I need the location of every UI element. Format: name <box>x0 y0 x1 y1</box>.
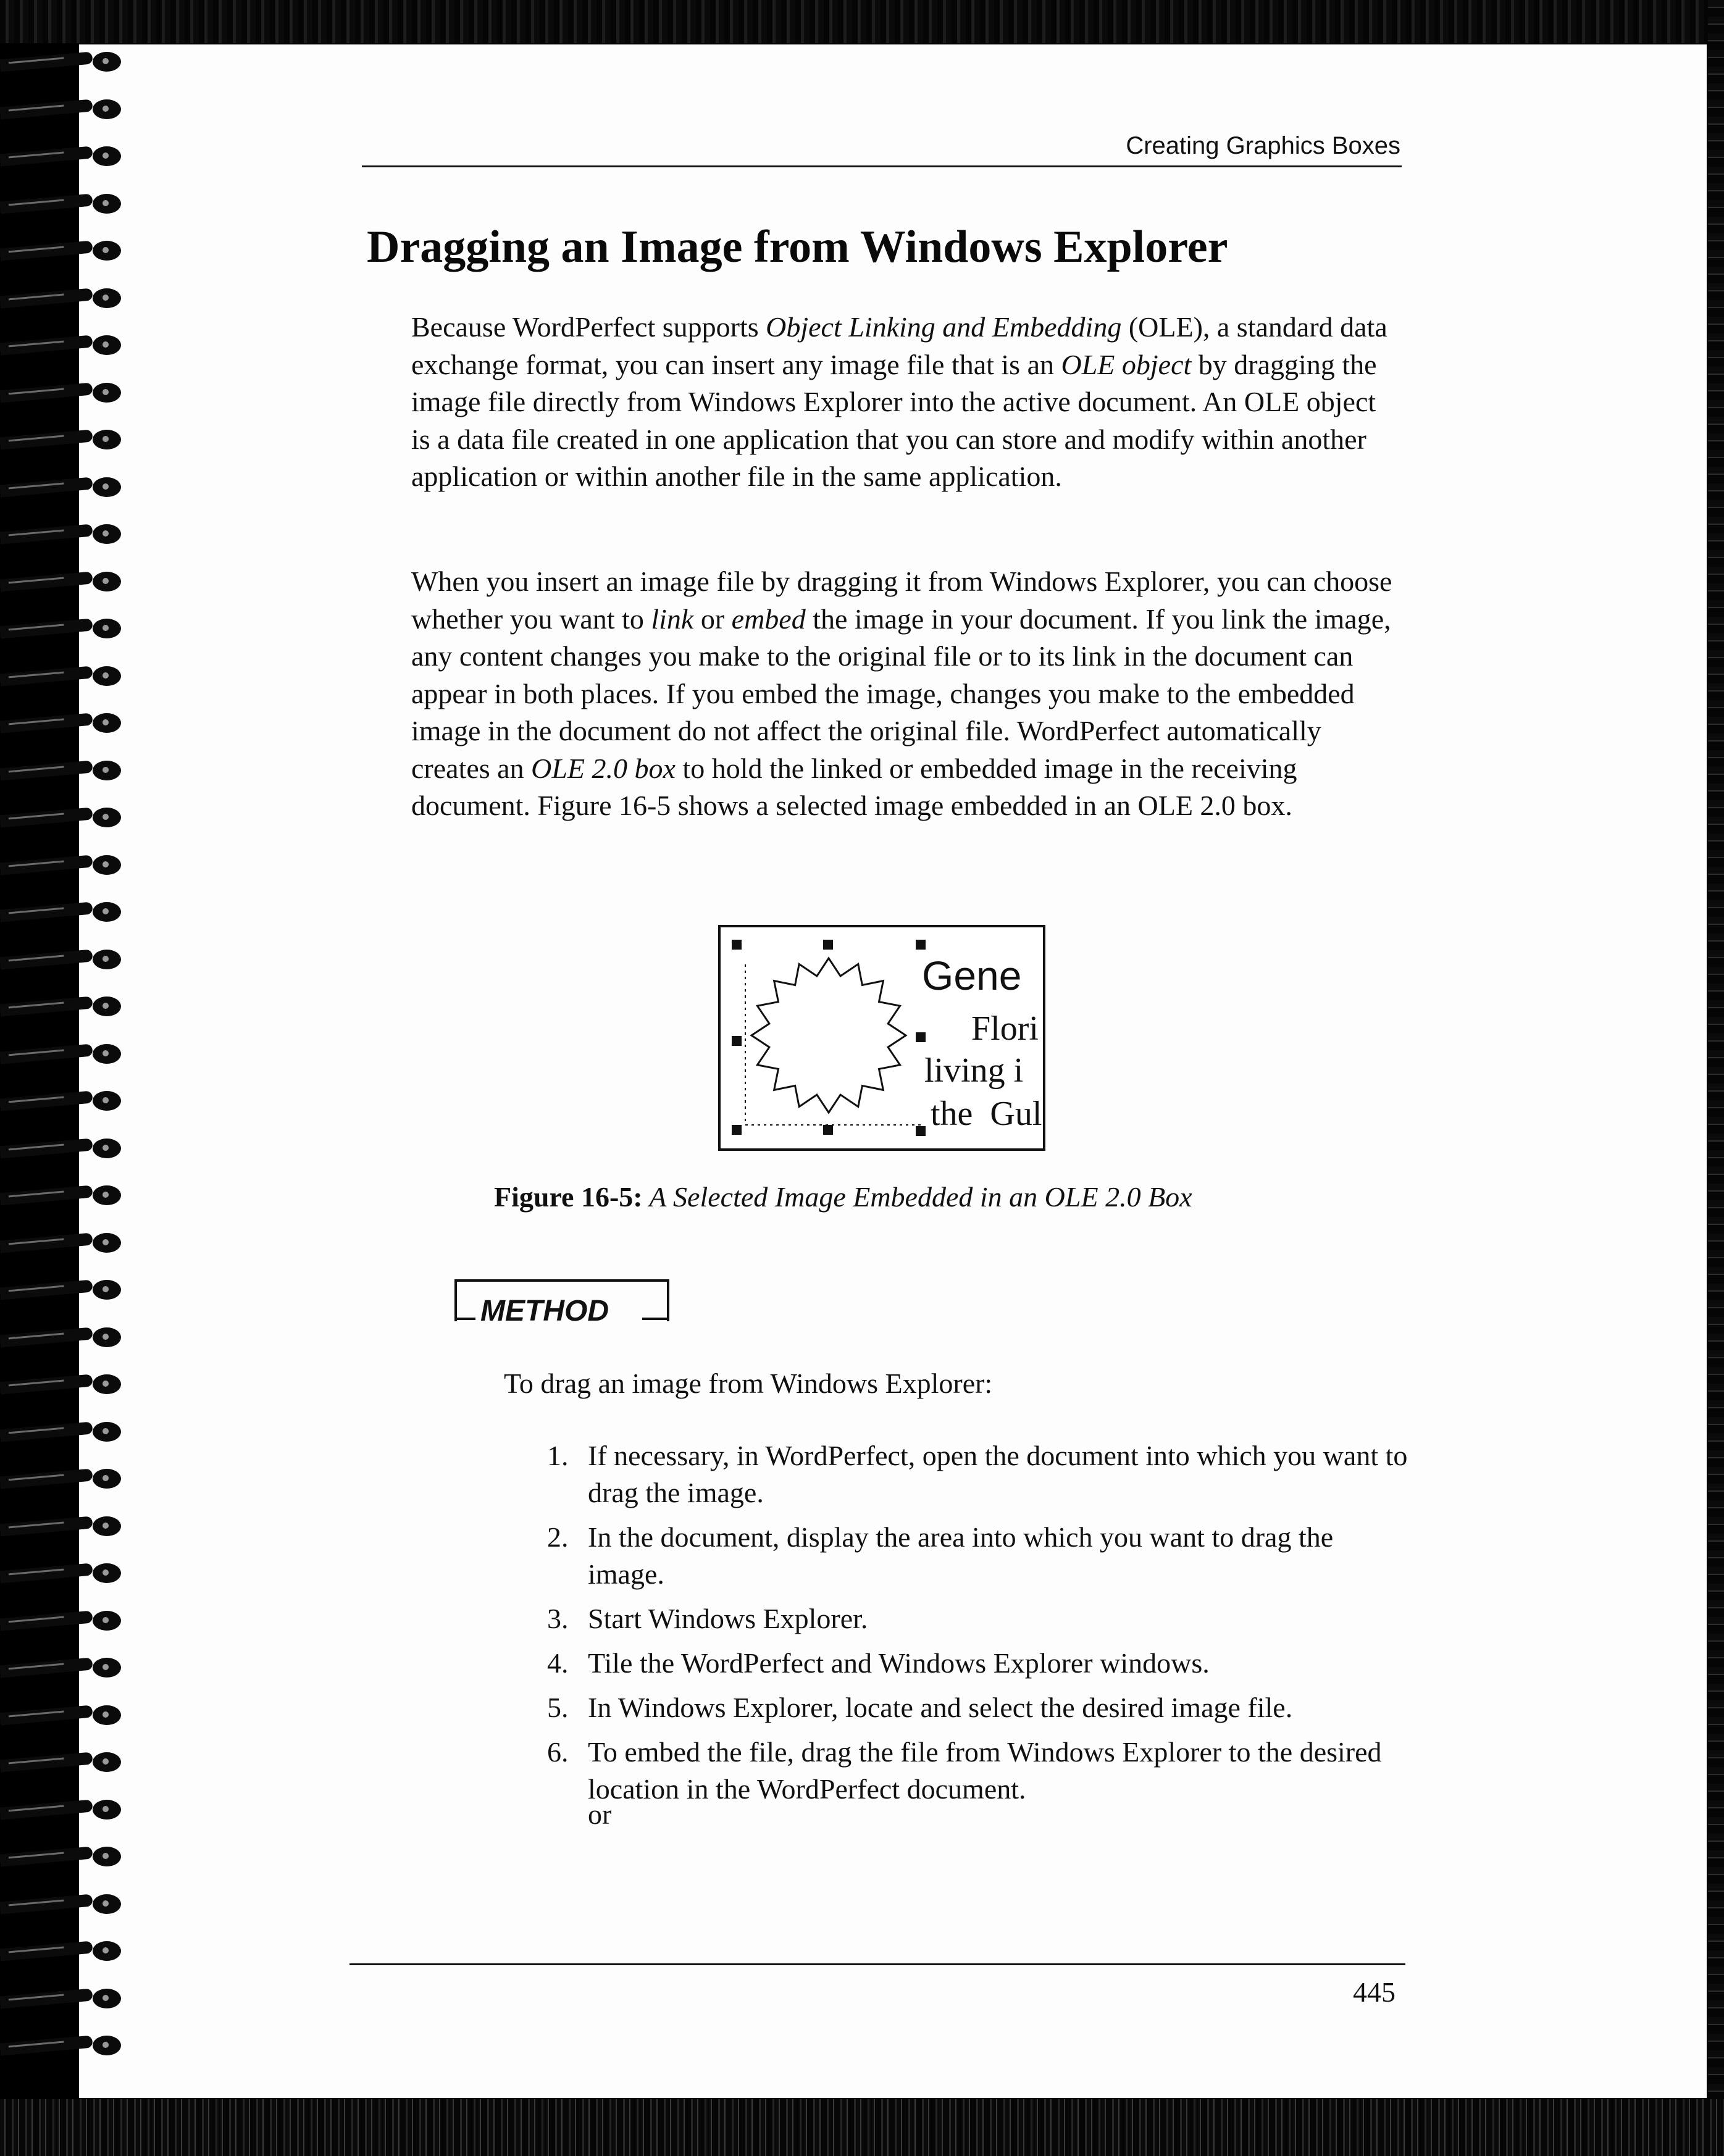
binding-coil <box>0 664 131 688</box>
figure-word-the-gul <box>931 1094 1042 1134</box>
step-number: 4. <box>547 1647 569 1679</box>
binding-coil <box>0 286 131 311</box>
p2-text-4: to hold the linked or embedded image in the receiving document. Figure 16-5 shows a selected image embedded in an OLE 2.0 box. <box>411 752 1297 821</box>
step-number: 3. <box>547 1603 569 1634</box>
binding-coil <box>0 758 131 783</box>
step-text: To embed the file, drag the file from Windows Explorer to the desired location in the WordPerfect document. <box>588 1736 1382 1805</box>
binding-coil <box>0 1892 131 1916</box>
binding-coil <box>0 1561 131 1586</box>
running-header: Creating Graphics Boxes <box>1126 132 1400 159</box>
step-text: Start Windows Explorer. <box>588 1603 868 1634</box>
binding-coil <box>0 49 131 74</box>
p2-italic-ole-box: OLE 2.0 box <box>531 752 676 784</box>
step-text: In the document, display the area into which you want to drag the image. <box>588 1521 1334 1590</box>
binding-coil <box>0 1088 131 1113</box>
binding-coil <box>0 1750 131 1774</box>
list-item <box>547 1600 1412 1637</box>
figure-word-gul: Gul <box>990 1095 1042 1133</box>
binding-coil <box>0 1466 131 1491</box>
binding-coil <box>0 522 131 546</box>
binding-coil <box>0 1183 131 1208</box>
binding-coil <box>0 1514 131 1539</box>
selection-handle-top-right <box>916 940 926 950</box>
p1-italic-ole: Object Linking and Embedding <box>766 311 1122 343</box>
step-text: In Windows Explorer, locate and select the desired image file. <box>588 1692 1293 1723</box>
binding-coil <box>0 805 131 830</box>
list-item <box>547 1437 1412 1511</box>
binding-coil <box>0 427 131 452</box>
binding-coil <box>0 711 131 735</box>
binding-coil <box>0 333 131 357</box>
binding-coil <box>0 947 131 972</box>
binding-coil <box>0 1986 131 2011</box>
p1-italic-ole-object: OLE object <box>1061 348 1192 380</box>
binding-coil <box>0 380 131 405</box>
binding-coil <box>0 1136 131 1161</box>
p2-italic-link: link <box>651 603 694 635</box>
list-item <box>547 1689 1412 1726</box>
binding-coil <box>0 144 131 169</box>
method-intro: To drag an image from Windows Explorer: <box>504 1368 993 1399</box>
step-number: 6. <box>547 1736 569 1768</box>
paragraph-link-embed <box>411 563 1393 825</box>
p2-text-1: When you insert an image file by dragging it from Windows Explorer, you can choose whether you want to <box>411 566 1392 635</box>
selection-handle-top-center <box>823 940 833 950</box>
binding-coil <box>0 97 131 122</box>
binding-coil <box>0 1939 131 1963</box>
binding-coil <box>0 569 131 594</box>
selection-handle-middle-left <box>732 1036 742 1046</box>
binding-coil <box>0 1608 131 1633</box>
spiral-binding <box>0 49 136 2081</box>
binding-coil <box>0 1372 131 1397</box>
scan-border-right <box>1708 0 1724 2156</box>
scan-border-top <box>0 0 1724 43</box>
list-item <box>547 1519 1412 1593</box>
step-text: If necessary, in WordPerfect, open the document into which you want to drag the image. <box>588 1440 1408 1508</box>
section-heading: Dragging an Image from Windows Explorer <box>367 222 1228 272</box>
binding-coil <box>0 1419 131 1444</box>
p1-text-3: by dragging the image file directly from Windows Explorer into the active document. An OLE object is a data file created in one application that you can store and modify within another application or within another file in the same application. <box>411 348 1377 492</box>
footer-rule <box>349 1963 1405 1965</box>
p1-text-1: Because WordPerfect supports <box>411 311 766 343</box>
figure-word-the: the <box>931 1095 973 1133</box>
p2-text-3: the image in your document. If you link the image, any content changes you make to the original file or to its link in the document can appear in both places. If you embed the image, changes you make to the embedded image in the document do not affect the original file. WordPerfect automatically creates an <box>411 603 1391 784</box>
p2-text-2: or <box>693 603 732 635</box>
method-dash-right <box>642 1318 667 1320</box>
binding-coil <box>0 1277 131 1302</box>
selection-handle-middle-right <box>916 1032 926 1042</box>
binding-coil <box>0 616 131 641</box>
step-number: 2. <box>547 1521 569 1553</box>
binding-coil <box>0 1042 131 1066</box>
figure-word-flori: Flori <box>971 1009 1039 1048</box>
selection-handle-top-left <box>732 940 742 950</box>
binding-coil <box>0 238 131 263</box>
selection-handle-bottom-center <box>823 1125 833 1135</box>
binding-coil <box>0 1844 131 1869</box>
method-label: METHOD <box>475 1294 614 1328</box>
p2-italic-embed: embed <box>731 603 806 635</box>
figure-caption <box>494 1180 1192 1213</box>
binding-coil <box>0 1325 131 1350</box>
caption-label: Figure 16-5: <box>494 1181 643 1213</box>
method-steps <box>547 1437 1412 1815</box>
binding-coil <box>0 1655 131 1680</box>
list-item <box>547 1734 1412 1808</box>
binding-coil <box>0 853 131 877</box>
p1-text-2: (OLE), a standard data exchange format, you can insert any image file that is an <box>411 311 1387 380</box>
binding-coil <box>0 900 131 924</box>
binding-coil <box>0 191 131 216</box>
list-item <box>547 1645 1412 1682</box>
scan-border-bottom <box>0 2099 1724 2156</box>
binding-coil <box>0 1231 131 1255</box>
header-rule <box>362 165 1402 167</box>
selection-handle-bottom-left <box>732 1125 742 1135</box>
binding-coil <box>0 1703 131 1728</box>
page-number: 445 <box>1353 1976 1396 2008</box>
step-number: 5. <box>547 1692 569 1723</box>
paragraph-ole-intro <box>411 309 1393 496</box>
selection-handle-bottom-right <box>916 1126 926 1136</box>
binding-coil <box>0 475 131 499</box>
binding-coil <box>0 2033 131 2058</box>
step-text: Tile the WordPerfect and Windows Explorer windows. <box>588 1647 1210 1679</box>
binding-coil <box>0 994 131 1019</box>
figure-word-gene: Gene <box>922 953 1022 998</box>
caption-text: A Selected Image Embedded in an OLE 2.0 Box <box>642 1181 1192 1213</box>
figure-word-living: living i <box>924 1051 1024 1090</box>
or-text: or <box>588 1799 612 1830</box>
step-number: 1. <box>547 1440 569 1471</box>
figure-ole-box <box>718 925 1045 1151</box>
method-dash-left <box>454 1318 475 1320</box>
binding-coil <box>0 1797 131 1822</box>
